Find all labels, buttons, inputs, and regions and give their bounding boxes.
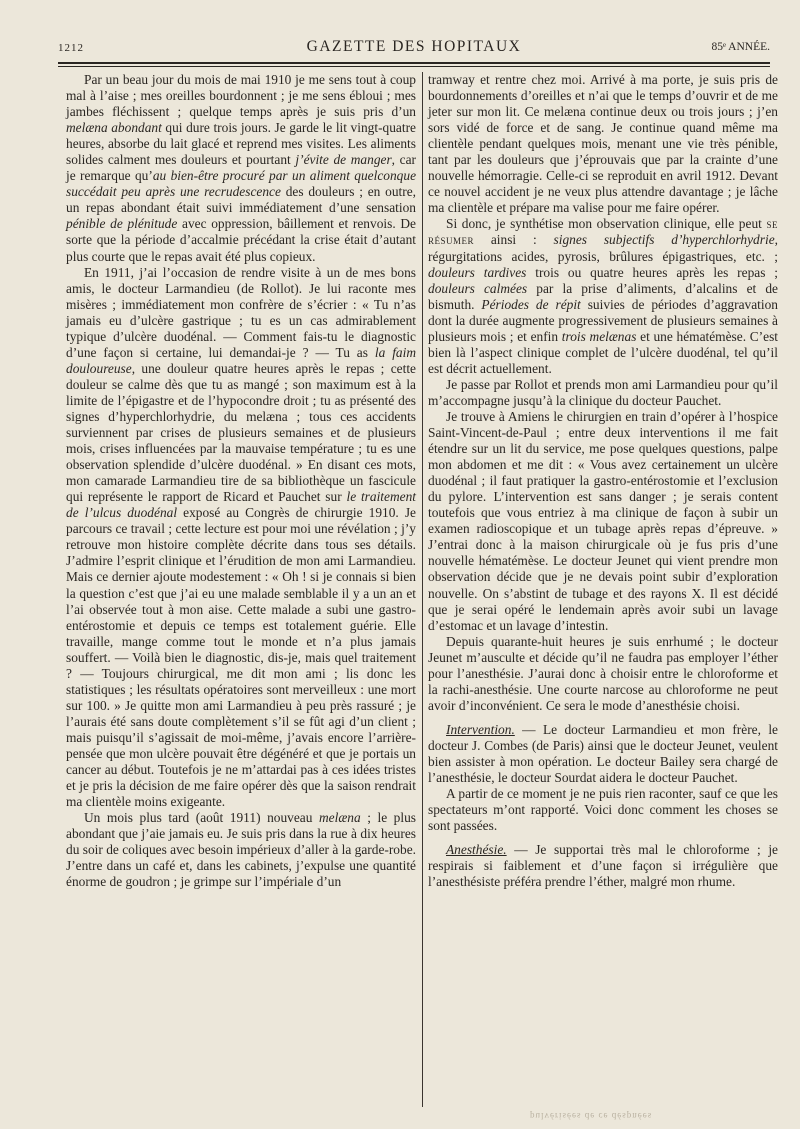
text-run: Si donc, je synthétise mon observation clinique, elle peut <box>446 216 767 232</box>
text-run: suivies de périodes d’aggravation dont la durée augmente progressivement de plusieurs semaines à plusieurs mois ; et enfin <box>428 296 778 344</box>
text-run: ; le plus abondant que j’aie jamais eu. Je suis pris dans la rue à dix heures du soir de coliques avec besoin impérieux d’aller à la garde-robe. J’entre dans un café et, dans les cabinets, j’expulse une quantité énorme de goudron ; je grimpe sur l’impériale d’un <box>66 810 417 890</box>
text-run: qui dure trois jours. Je garde le lit vingt-quatre heures, absorbe du lait glacé et reprend mes visites. Les aliments solides calment mes douleurs et pourtant <box>66 120 416 168</box>
italic-text: douleurs calmées <box>428 280 528 296</box>
header-rule-thin <box>58 66 770 67</box>
italic-text: signes subjectifs d’hyperchlorhydrie <box>553 232 775 248</box>
text-run: et une hématémèse. C’est bien là l’aspect clinique complet de l’ulcère duodénal, tel qu’il est décrit actuellement. <box>428 328 778 376</box>
paragraph <box>66 265 416 811</box>
paragraph <box>428 72 778 216</box>
paragraph <box>428 377 778 409</box>
text-run: — Le docteur Larmandieu et mon frère, le docteur J. Combes (de Paris) ainsi que le docteur Jeunet, veulent bien assister à mon opération. Le docteur Bailey sera chargé de l’anesthésie, le docteur Sourdat aidera le docteur Pauchet. <box>428 721 778 786</box>
italic-text: le traitement de l’ulcus duodénal <box>66 489 416 521</box>
paragraph <box>428 216 778 376</box>
paragraph <box>66 810 416 890</box>
volume-year: 85ᵉ ANNÉE. <box>711 41 770 53</box>
paragraph <box>428 722 778 786</box>
italic-text: melæna abondant <box>66 120 162 136</box>
text-run: Un mois plus tard (août 1911) nouveau <box>84 810 319 826</box>
text-run: ainsi : <box>474 232 554 248</box>
text-run: trois ou quatre heures après les repas ; <box>526 264 779 280</box>
page-number: 1212 <box>58 42 84 54</box>
paragraph <box>428 409 778 634</box>
paragraph <box>428 634 778 714</box>
text-run: — Je supportai très mal le chloroforme ; je respirais si faiblement et d’une façon si irrégulière que l’anesthésiste préféra prendre l’éther, malgré mon rhume. <box>428 842 778 890</box>
italic-text: au bien-être procuré par un aliment quelconque succédait peu après une recrudescence <box>66 168 417 200</box>
column-divider <box>422 72 423 1107</box>
text-run: Je trouve à Amiens le chirurgien en train d’opérer à l’hospice Saint-Vincent-de-Paul ; entre deux interventions il me fait étendre sur un lit du service, me pose quelques questions, palpe mon abdomen et me dit : « Vous avez certainement un ulcère duodénal ; il faut pratiquer la gastro-entérostomie et l’exclusion du pylore. L’intervention est sans danger ; je serais content toutefois que vous entriez à ma clinique de façon à subir un examen radioscopique et un tubage après repas d’épreuve. » J’entrai donc à la maison chirurgicale où je fus pris d’une nouvelle hématémèse. Le docteur Jeunet qui vient prendre mon observation décide que je ne devais point subir d’exploration nouvelle. On s’abstint de tubage et des rayons X. Il est décidé que je serai opéré le lendemain après avoir subi un lavage d’estomac et un lavage d’intestin. <box>428 408 778 633</box>
italic-text: trois melænas <box>561 328 637 344</box>
italic-text: Périodes de répit <box>481 296 581 312</box>
paragraph <box>428 786 778 834</box>
italic-text: Intervention. <box>446 721 515 737</box>
text-run: par la prise d’aliments, d’alcalins et de bismuth. <box>428 280 779 312</box>
text-run: tramway et rentre chez moi. Arrivé à ma porte, je suis pris de bourdonnements d’oreilles et n’ai que le temps d’ouvrir et de me jeter sur mon lit. Ce melæna continue deux ou trois jours ; j’en sors vidé de force et de sang. Je continue quand même ma clientèle pendant quelques mois, menant une vie très pénible, tant par les douleurs que j’éprouvais que par la crainte d’une nouvelle hémorragie. Celle-ci se reproduit en avril 1912. Devant ce nouvel accident je ne veux plus attendre davantage ; je lâche ma clientèle et prépare ma valise pour me faire opérer. <box>428 72 778 216</box>
text-run: , car je remarque qu’ <box>66 152 417 184</box>
text-run: Je passe par Rollot et prends mon ami Larmandieu pour qu’il m’accompagne jusqu’à la clinique du docteur Pauchet. <box>428 376 778 408</box>
left-column <box>66 72 416 890</box>
text-run: avec oppression, bâillement et renvois. De sorte que la période d’accalmie précédant la crise était d’autant plus courte que le repas avait été plus copieux. <box>66 216 416 264</box>
italic-text: douleurs tardives <box>428 264 527 280</box>
bleed-through-text: pulvérisées de ce déspnées <box>530 1111 653 1121</box>
page-header <box>58 38 770 60</box>
journal-title: GAZETTE DES HOPITAUX <box>306 38 522 55</box>
italic-text: Anesthésie. <box>446 842 507 858</box>
text-run: A partir de ce moment je ne puis rien raconter, sauf ce que les spectateurs m’ont rapporté. Voici donc comment les choses se sont passées. <box>428 786 778 834</box>
text-run: des douleurs ; en outre, un repas abondant était suivi immédiatement d’une sensation <box>66 184 416 216</box>
text-run: , une douleur quatre heures après le repas ; cette douleur se calme dès que tu as mangé ; son maximum est à la limite de l’épigastre et de l’hypocondre droit ; tu as présenté des signes d’hyperchlorhydrie, du melæna ; tous ces accidents surviennent par crises de plusieurs semaines et de plusieurs mois, crises influencées par la mauvaise température ; tu es une observation splendide d’ulcère duodénal. » En disant ces mots, mon camarade Larmandieu tire de sa bibliothèque un fascicule qui représente le rapport de Ricard et Pauchet sur <box>66 360 416 505</box>
text-run: Depuis quarante-huit heures je suis enrhumé ; le docteur Jeunet m’ausculte et décide qu’il ne faudra pas employer l’éther pour l’anesthésie. J’aurai donc à choisir entre le chloroforme et la rachi-anesthésie. Une courte narcose au chloroforme ne peut avoir d’inconvénient. Ce sera le mode d’anesthésie choisi. <box>428 633 778 713</box>
italic-text: la faim douloureuse <box>66 344 417 376</box>
text-run: En 1911, j’ai l’occasion de rendre visite à un de mes bons amis, le docteur Larmandieu (de Rollot). Je lui raconte mes misères ; immédiatement mon confrère de s’écrier : « Tu n’as jamais eu d’ulcère gastrique ; tu es un cas admirablement typique d’ulcère duodénal. — Comment fais-tu le diagnostic d’une façon si certaine, lui demandai-je ? — Tu as <box>66 264 416 360</box>
text-run: , régurgitations acides, pyrosis, brûlures épigastriques, etc. ; <box>428 232 778 264</box>
right-column <box>428 72 778 890</box>
italic-text: melæna <box>319 810 361 826</box>
header-rule-thick <box>58 62 770 64</box>
italic-text: pénible de plénitude <box>66 216 178 232</box>
text-run: exposé au Congrès de chirurgie 1910. Je parcours ce travail ; cette lecture est pour moi une révélation ; j’y retrouve mon histoire complète décrite dans tous ses détails. J’admire l’esprit clinique et l’érudition de mon ami Larmandieu. Mais ce dernier ajoute modestement : « Oh ! si je connais si bien la question c’est que j’ai eu une malade semblable il y a un an et l’ai observée tout à mon aise. Cette malade a subi une gastro-entérostomie et depuis ce temps est totalement guérie. Elle travaille, mange comme tout le monde et n’a plus jamais souffert. — Voilà bien le diagnostic, dis-je, mais quel traitement ? — Toujours chirurgical, me dit mon ami ; lis donc les statistiques ; les résultats opératoires sont merveilleux : une mort sur 100. » Je quitte mon ami Larmandieu à peu près rassuré ; je l’aurais été sans doute complètement s’il se fût agi d’un client ; mais puisqu’il s’agissait de moi-même, j’avais encore l’arrière-pensée que mon ulcère pouvait être dégénéré et que je portais un cancer au début. Toutefois je ne m’attardai pas à ces idées tristes et je pris la décision de me faire opérer dès que la saison rendrait ma clientèle moins exigeante. <box>66 505 416 810</box>
italic-text: j’évite de manger <box>295 152 392 168</box>
text-run: Par un beau jour du mois de mai 1910 je me sens tout à coup mal à l’aise ; mes oreilles bourdonnent ; je me sens ébloui ; mes jambes fléchissent ; quelque temps après je suis pris d’un <box>66 72 416 120</box>
paragraph <box>428 842 778 890</box>
small-caps-text: se résumer <box>428 216 778 248</box>
paragraph <box>66 72 416 265</box>
